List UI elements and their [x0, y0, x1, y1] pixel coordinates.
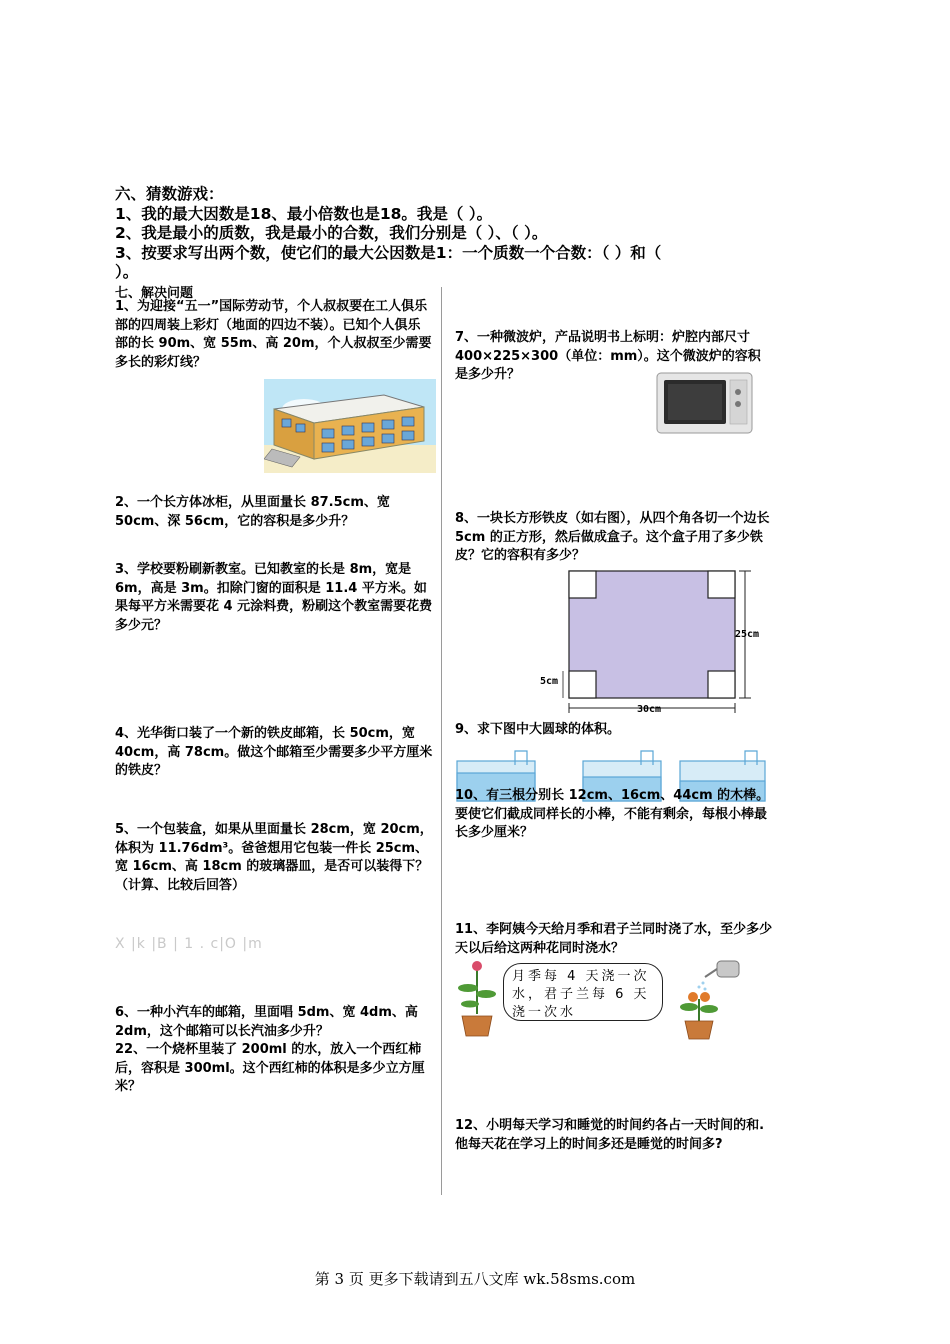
problem-4: 4、光华街口装了一个新的铁皮邮箱，长 50cm，宽 40cm，高 78cm。做这个邮箱至少需要多少平方厘米的铁皮？	[115, 726, 433, 778]
section-6	[115, 185, 795, 283]
problem-11: 11、李阿姨今天给月季和君子兰同时浇了水，至少多少天以后给这两种花同时浇水？	[455, 922, 773, 956]
question-6-1: 1、我的最大因数是18、最小倍数也是18。我是（ ）。	[115, 204, 493, 223]
dim-5cm: 5cm	[540, 676, 559, 687]
problem-7: 7、一种微波炉，产品说明书上标明：炉腔内部尺寸 400×225×300（单位：mm）。这个微波炉的容积是多少升？	[455, 330, 761, 382]
problem-12: 12、小明每天学习和睡觉的时间约各占一天时间的和. 他每天花在学习上的时间多还是睡觉的时间多?	[455, 1118, 765, 1152]
problem-2: 2、一个长方体冰柜，从里面量长 87.5cm、宽 50cm、深 56cm，它的容积是多少升？	[115, 495, 390, 529]
problem-10: 10、有三根分别长 12cm、16cm、44cm 的木棒。要使它们截成同样长的小棒，不能有剩余，每根小棒最长多少厘米？	[455, 788, 770, 840]
rose-pot-image	[456, 958, 498, 1038]
speech-bubble: 月季每 4 天浇一次水，君子兰每 6 天浇一次水	[503, 963, 663, 1021]
section-7-title: 七、解决问题	[115, 286, 194, 301]
problem-3: 3、学校要粉刷新教室。已知教室的长是 8m，宽是 6m，高是 3m。扣除门窗的面积是 11.4 平方米。如果每平方米需要花 4 元涂料费，粉刷这个教室需要花费多少元？	[115, 562, 433, 633]
sheet-metal-diagram	[535, 568, 775, 718]
problem-5: 5、一个包装盒，如果从里面量长 28cm，宽 20cm，体积为 11.76dm³。爸爸想用它包装一件长 25cm、宽 16cm、高 18cm 的玻璃器皿，是否可以装得下？（计算、比较后回答）	[115, 822, 433, 893]
watering-pot-image	[675, 955, 745, 1041]
question-6-3-cont: ）。	[115, 263, 139, 281]
page-footer: 第 3 页 更多下载请到五八文库 wk.58sms.com	[314, 1270, 636, 1288]
club-building-image	[264, 379, 436, 473]
microwave-image	[656, 372, 753, 434]
dim-30cm: 30cm	[637, 704, 662, 715]
question-6-3: 3、按要求写出两个数，使它们的最大公因数是1：一个质数一个合数：（ ）和（	[115, 243, 662, 262]
section-6-title: 六、猜数游戏：	[115, 185, 224, 203]
dim-25cm: 25cm	[735, 629, 760, 640]
problem-1: 1、为迎接“五一”国际劳动节，个人叔叔要在工人俱乐部的四周装上彩灯（地面的四边不装）。已知个人俱乐部的长 90m、宽 55m、高 20m，个人叔叔至少需要多长的彩灯线？	[115, 299, 432, 370]
problem-22: 22、一个烧杯里装了 200ml 的水，放入一个西红柿后，容积是 300ml。这个西红柿的体积是多少立方厘米？	[115, 1042, 425, 1094]
question-6-2: 2、我是最小的质数，我是最小的合数，我们分别是（ ）、（ ）。	[115, 224, 548, 242]
problem-6: 6、一种小汽车的邮箱，里面唱 5dm、宽 4dm、高 2dm，这个邮箱可以长汽油多少升？	[115, 1005, 418, 1039]
watermark: X |k |B | 1 . c|O |m	[115, 936, 263, 952]
column-divider	[441, 287, 442, 1195]
problem-9: 9、求下图中大圆球的体积。	[455, 722, 621, 737]
problem-8: 8、一块长方形铁皮（如右图），从四个角各切一个边长 5cm 的正方形，然后做成盒子。这个盒子用了多少铁皮？它的容积有多少？	[455, 511, 770, 563]
